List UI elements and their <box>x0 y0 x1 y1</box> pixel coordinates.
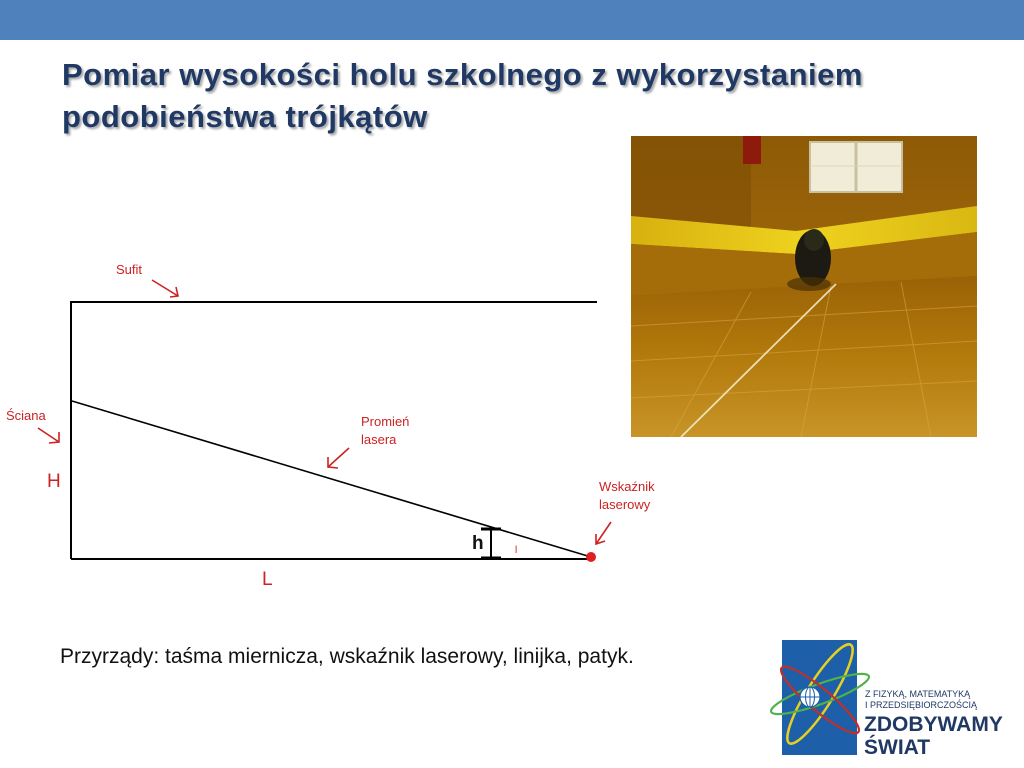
logo-line-2: I PRZEDSIĘBIORCZOŚCIĄ <box>865 700 978 710</box>
label-pointer-line-1: Wskaźnik <box>599 479 655 494</box>
project-logo <box>770 624 1024 768</box>
pointer-arrow-icon <box>596 522 611 544</box>
label-l: l <box>515 545 518 556</box>
logo-line-3: ZDOBYWAMY <box>864 713 1003 736</box>
label-beam-line-2: lasera <box>361 432 397 447</box>
slide-title-line-2: podobieństwa trójkątów <box>62 99 428 134</box>
label-L: L <box>262 569 273 590</box>
laser-beam-line <box>72 401 591 557</box>
label-ceiling: Sufit <box>116 262 143 277</box>
slide-title <box>62 54 1002 138</box>
similar-triangles-diagram <box>0 250 700 600</box>
label-beam-line-1: Promień <box>361 414 410 429</box>
logo-line-1: Z FIZYKĄ, MATEMATYKĄ <box>865 689 971 699</box>
label-pointer-line-2: laserowy <box>599 497 651 512</box>
slide-title-line-1: Pomiar wysokości holu szkolnego z wykorzystaniem <box>62 57 863 92</box>
laser-measurement-photo <box>631 136 977 437</box>
label-H: H <box>47 471 61 492</box>
label-h: h <box>472 533 484 554</box>
beam-arrow-icon <box>328 448 349 468</box>
laser-pointer-dot <box>586 552 596 562</box>
label-wall: Ściana <box>6 408 46 423</box>
logo-line-4: ŚWIAT <box>864 736 931 759</box>
tools-text: Przyrządy: taśma miernicza, wskaźnik laserowy, linijka, patyk. <box>60 645 634 668</box>
wall-arrow-icon <box>38 428 59 443</box>
top-bar <box>0 0 1024 40</box>
ceiling-arrow-icon <box>152 280 178 297</box>
